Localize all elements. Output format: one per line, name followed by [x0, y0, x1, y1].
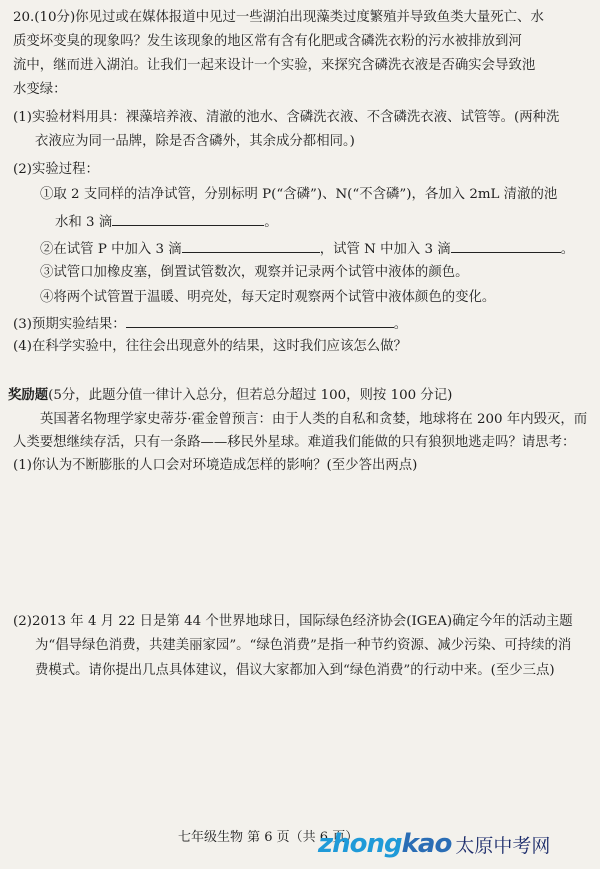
step-1-text: 水和 3 滴 [55, 215, 113, 230]
logo-brand-cn: 太原中考网 [455, 835, 551, 857]
step-4-line: ④将两个试管置于温暖、明亮处，每天定时观察两个试管中液体颜色的变化。 [40, 290, 496, 305]
expected-result-label: (3)预期实验结果： [13, 317, 126, 332]
bonus-question-2-line-3: 费模式。请你提出几点具体建议，倡议大家都加入到“绿色消费”的行动中来。(至少三点) [35, 663, 555, 678]
expected-result-line [13, 313, 407, 335]
procedure-heading: (2)实验过程： [13, 162, 99, 177]
bonus-question-2-line-2: 为“倡导绿色消费，共建美丽家园”。“绿色消费”是指一种节约资源、减少污染、可持续的消 [35, 638, 572, 653]
answer-blank-1[interactable] [112, 211, 264, 226]
q20-line-4: 水变绿： [13, 82, 67, 97]
q20-line-3: 流中，继而进入湖泊。让我们一起来设计一个实验，来探究含磷洗衣液是否确实会导致池 [13, 58, 536, 73]
step-1-line-1: ①取 2 支同样的洁净试管，分别标明 P(“含磷”)、N(“不含磷”)，各加入 2mL 清澈的池 [40, 187, 558, 202]
bonus-intro-2: 人类要想继续存活，只有一条路——移民外星球。难道我们能做的只有狼狈地逃走吗？请思考： [13, 435, 576, 450]
q20-line-1: 20.(10分)你见过或在媒体报道中见过一些湖泊出现藻类过度繁殖并导致鱼类大量死亡、水 [13, 10, 544, 25]
page-footer: 七年级生物 第 6 页（共 6 页） [178, 830, 359, 845]
answer-blank-4[interactable] [126, 313, 394, 328]
materials-line-1: (1)实验材料用具：裸藻培养液、清澈的池水、含磷洗衣液、不含磷洗衣液、试管等。(两种洗 [13, 110, 560, 125]
period-mark: 。 [393, 317, 408, 332]
bonus-question-1: (1)你认为不断膨胀的人口会对环境造成怎样的影响？(至少答出两点) [13, 458, 418, 473]
bonus-title: 奖励题 [8, 387, 49, 403]
step-2-line [40, 238, 574, 260]
logo-brand-a: zhong [318, 829, 402, 859]
watermark-logo [318, 829, 550, 859]
bonus-note: (5分，此题分值一律计入总分，但若总分超过 100，则按 100 分记) [48, 388, 453, 403]
materials-line-2: 衣液应为同一品牌，除是否含磷外，其余成分都相同。) [35, 134, 355, 149]
answer-blank-3[interactable] [451, 238, 561, 253]
logo-brand-b: kao [401, 829, 452, 859]
step-2-text-b: ，试管 N 中加入 3 滴 [319, 242, 451, 257]
unexpected-result-question: (4)在科学实验中，往往会出现意外的结果，这时我们应该怎么做？ [13, 339, 407, 354]
period-mark: 。 [264, 215, 278, 230]
bonus-question-2-line-1: (2)2013 年 4 月 22 日是第 44 个世界地球日，国际绿色经济协会(IGEA)确定今年的活动主题 [13, 614, 573, 629]
step-2-text-a: ②在试管 P 中加入 3 滴 [40, 242, 182, 257]
period-mark: 。 [560, 242, 575, 257]
answer-blank-2[interactable] [182, 238, 320, 253]
step-1-line-2 [55, 211, 278, 233]
step-3-line: ③试管口加橡皮塞，倒置试管数次，观察并记录两个试管中液体的颜色。 [40, 265, 469, 280]
bonus-intro-1: 英国著名物理学家史蒂芬·霍金曾预言：由于人类的自私和贪婪，地球将在 200 年内毁灭，而 [40, 412, 588, 427]
bonus-heading [8, 385, 452, 406]
q20-line-2: 质变坏变臭的现象吗？发生该现象的地区常有含有化肥或含磷洗衣粉的污水被排放到河 [13, 34, 522, 49]
